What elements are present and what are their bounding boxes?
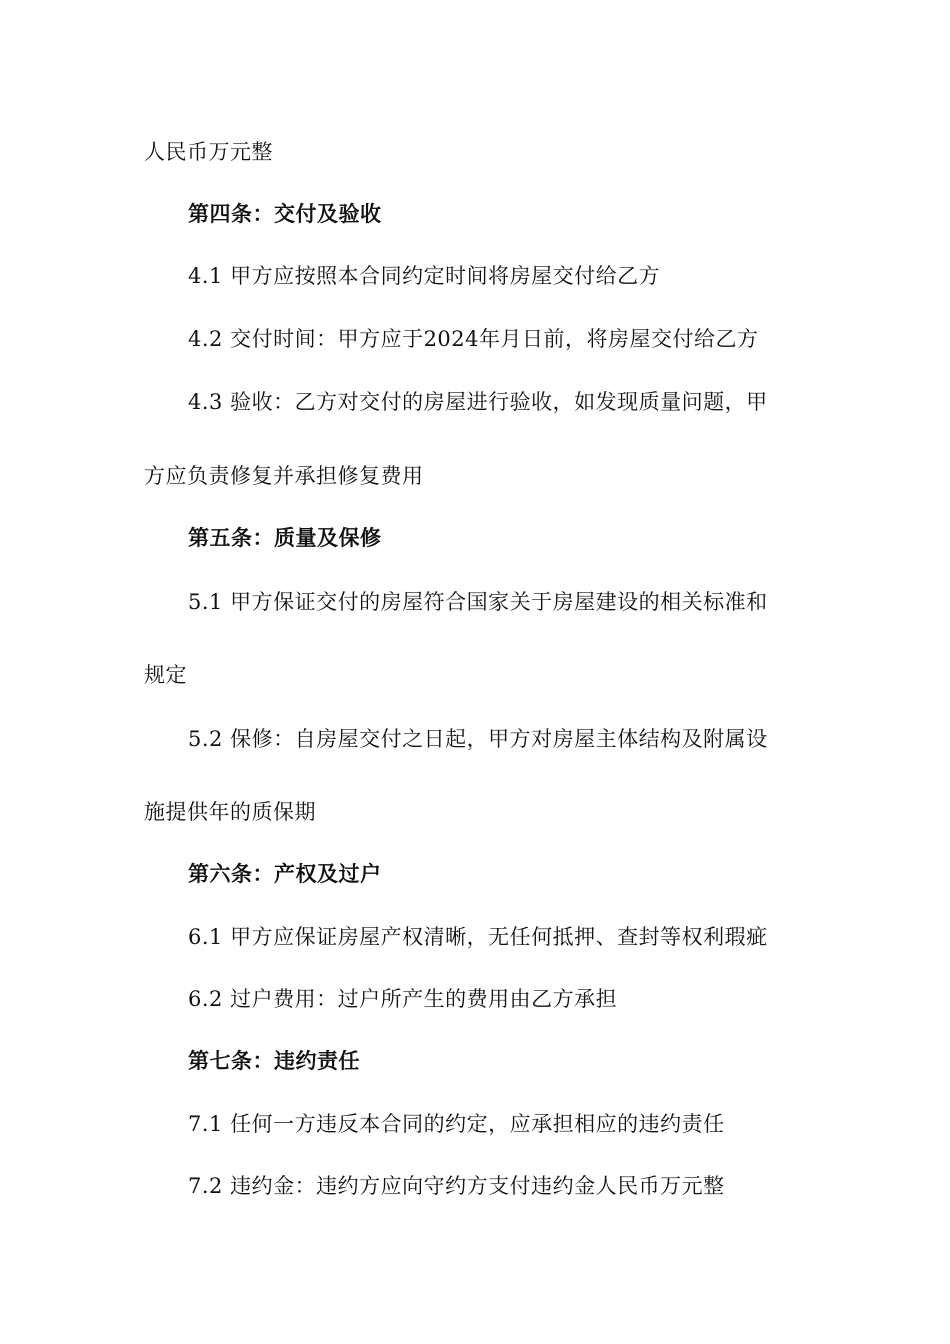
paragraph-line: 方应负责修复并承担修复费用: [144, 464, 424, 488]
paragraph-line: 施提供年的质保期: [144, 800, 316, 824]
section-heading: 第四条：交付及验收: [188, 201, 382, 226]
paragraph-line: 5.1 甲方保证交付的房屋符合国家关于房屋建设的相关标准和: [188, 590, 768, 614]
paragraph-line: 4.2 交付时间：甲方应于2024年月日前，将房屋交付给乙方: [188, 327, 759, 351]
section-heading: 第五条：质量及保修: [188, 525, 382, 550]
paragraph-line: 规定: [144, 663, 187, 687]
section-heading: 第六条：产权及过户: [188, 861, 382, 886]
paragraph-line: 6.1 甲方应保证房屋产权清晰，无任何抵押、查封等权利瑕疵: [188, 925, 768, 949]
paragraph-line: 7.1 任何一方违反本合同的约定，应承担相应的违约责任: [188, 1112, 725, 1136]
paragraph-line: 人民币万元整: [144, 140, 273, 164]
paragraph-line: 4.1 甲方应按照本合同约定时间将房屋交付给乙方: [188, 264, 661, 288]
paragraph-line: 7.2 违约金：违约方应向守约方支付违约金人民币万元整: [188, 1174, 725, 1198]
paragraph-line: 6.2 过户费用：过户所产生的费用由乙方承担: [188, 987, 618, 1011]
section-heading: 第七条：违约责任: [188, 1048, 360, 1073]
paragraph-line: 4.3 验收：乙方对交付的房屋进行验收，如发现质量问题，甲: [188, 390, 768, 414]
paragraph-line: 5.2 保修：自房屋交付之日起，甲方对房屋主体结构及附属设: [188, 727, 768, 751]
